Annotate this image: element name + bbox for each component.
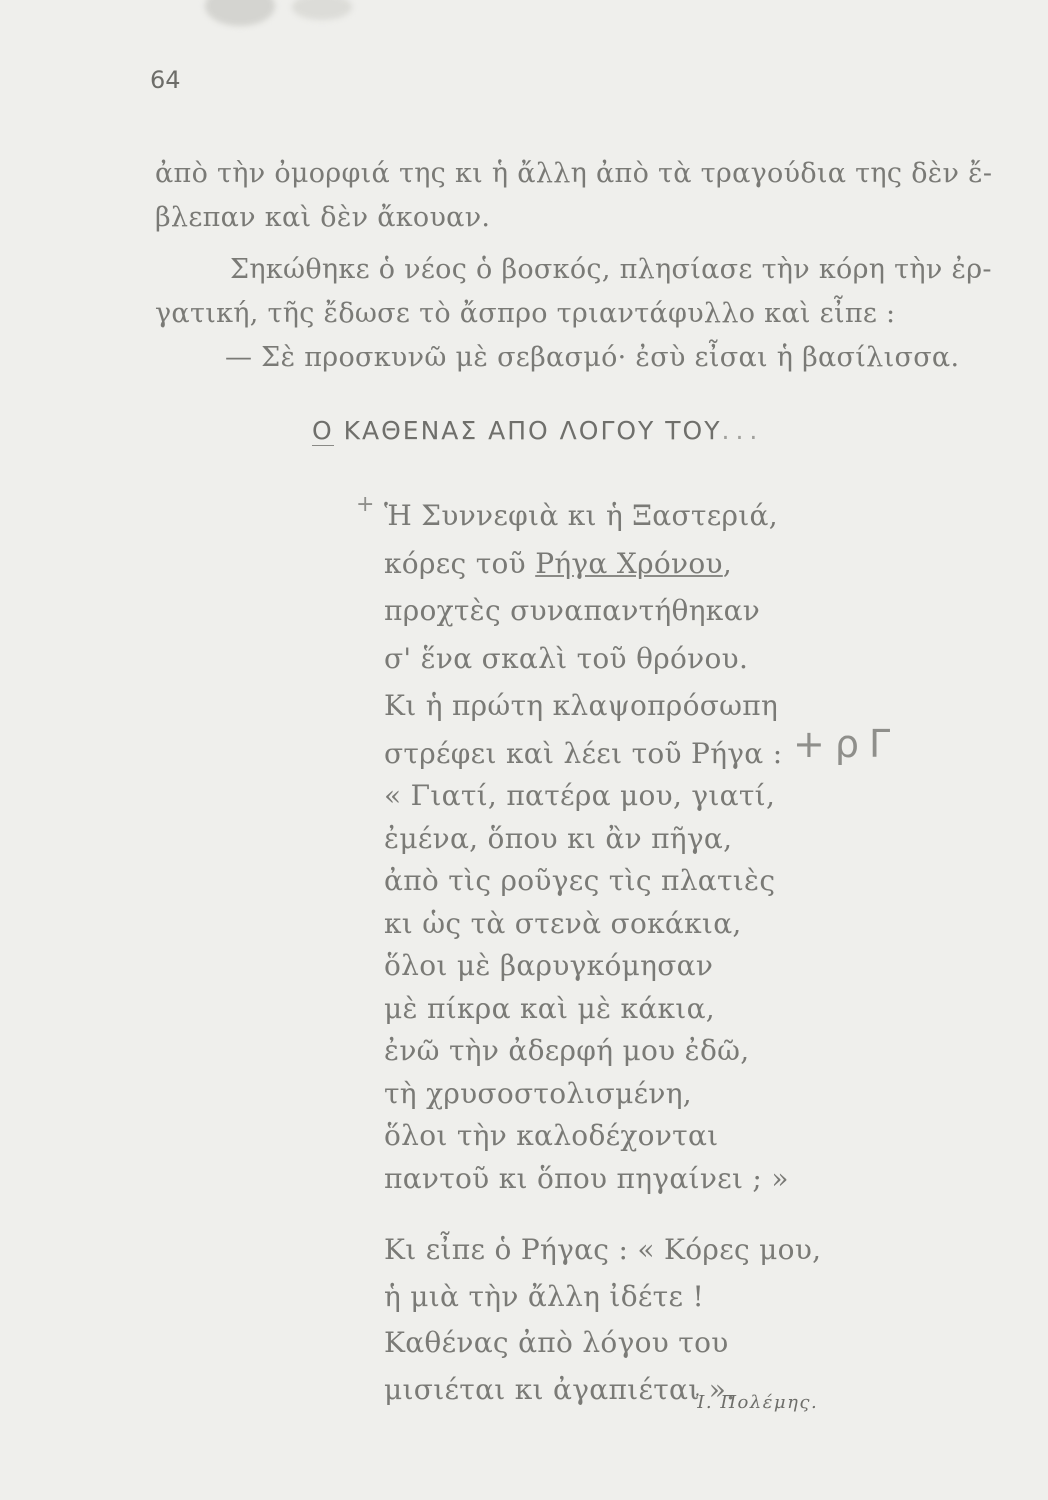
verse-line: παντοῦ κι ὅπου πηγαίνει ; » bbox=[384, 1161, 789, 1195]
pencil-cross-mark: + bbox=[356, 492, 375, 517]
prose-line: βλεπαν καὶ δὲν ἄκουαν. bbox=[155, 202, 491, 233]
verse-line: προχτὲς συναπαντήθηκαν bbox=[384, 594, 761, 627]
verse-line: ἐνῶ τὴν ἀδερφή μου ἐδῶ, bbox=[384, 1034, 750, 1067]
verse-line: μισιέται κι ἀγαπιέται ». bbox=[384, 1372, 736, 1406]
verse-line: Κι εἶπε ὁ Ρήγας : « Κόρες μου, bbox=[384, 1233, 822, 1266]
title-dots: ... bbox=[721, 416, 764, 445]
stanza-1 bbox=[384, 492, 782, 777]
prose-block bbox=[155, 152, 1000, 380]
verse-line: ὅλοι τὴν καλοδέχονται bbox=[384, 1119, 719, 1152]
verse-line: ἀπὸ τὶς ροῦγες τὶς πλατιὲς bbox=[384, 864, 776, 897]
underlined-name: Ρήγα Χρόνου bbox=[535, 546, 723, 580]
verse-line: Κι ἡ πρώτη κλαψοπρόσωπη bbox=[384, 689, 779, 722]
verse-line: μὲ πίκρα καὶ μὲ κάκια, bbox=[384, 991, 715, 1025]
stanza-3 bbox=[384, 1227, 821, 1413]
prose-line: γατική, τῆς ἔδωσε τὸ ἄσπρο τριαντάφυλλο καὶ εἶπε : bbox=[155, 298, 896, 329]
verse-line: σ' ἕνα σκαλὶ τοῦ θρόνου. bbox=[384, 641, 749, 675]
verse-line: στρέφει καὶ λέει τοῦ Ρήγα : bbox=[384, 736, 783, 770]
verse-line: ὅλοι μὲ βαρυγκόμησαν bbox=[384, 949, 714, 982]
stanza-2 bbox=[384, 775, 789, 1200]
poem-title bbox=[312, 416, 763, 445]
page-number: 64 bbox=[150, 66, 181, 94]
prose-line: — Σὲ προσκυνῶ μὲ σεβασμό· ἐσὺ εἶσαι ἡ βασίλισσα. bbox=[225, 342, 960, 373]
prose-line: ἀπὸ τὴν ὀμορφιά της κι ἡ ἄλλη ἀπὸ τὰ τραγούδια της δὲν ἔ- bbox=[155, 158, 993, 189]
verse-line: « Γιατί, πατέρα μου, γιατί, bbox=[384, 779, 776, 812]
title-first-letter: Ο bbox=[312, 416, 334, 445]
paper-stain bbox=[292, 0, 352, 20]
title-text: ΚΑΘΕΝΑΣ ΑΠΟ ΛΟΓΟΥ ΤΟΥ bbox=[333, 416, 722, 445]
verse-line: κι ὡς τὰ στενὰ σοκάκια, bbox=[384, 906, 742, 940]
paper-stain bbox=[205, 0, 275, 26]
verse-line: Ἡ Συννεφιὰ κι ἡ Ξαστεριά, bbox=[384, 499, 778, 532]
pencil-margin-note: +ρΓ bbox=[793, 722, 901, 766]
verse-line: ἐμένα, ὅπου κι ἂν πῆγα, bbox=[384, 821, 733, 855]
poem-author: Ἰ. Πολέμης. bbox=[695, 1392, 819, 1413]
verse-line: κόρες τοῦ Ρήγα Χρόνου, bbox=[384, 546, 733, 580]
prose-line: Σηκώθηκε ὁ νέος ὁ βοσκός, πλησίασε τὴν κόρη τὴν ἐρ- bbox=[230, 254, 992, 285]
verse-line: Καθένας ἀπὸ λόγου του bbox=[384, 1326, 729, 1359]
verse-line: ἡ μιὰ τὴν ἄλλη ἰδέτε ! bbox=[384, 1279, 705, 1313]
verse-line: τὴ χρυσοστολισμένη, bbox=[384, 1076, 692, 1110]
